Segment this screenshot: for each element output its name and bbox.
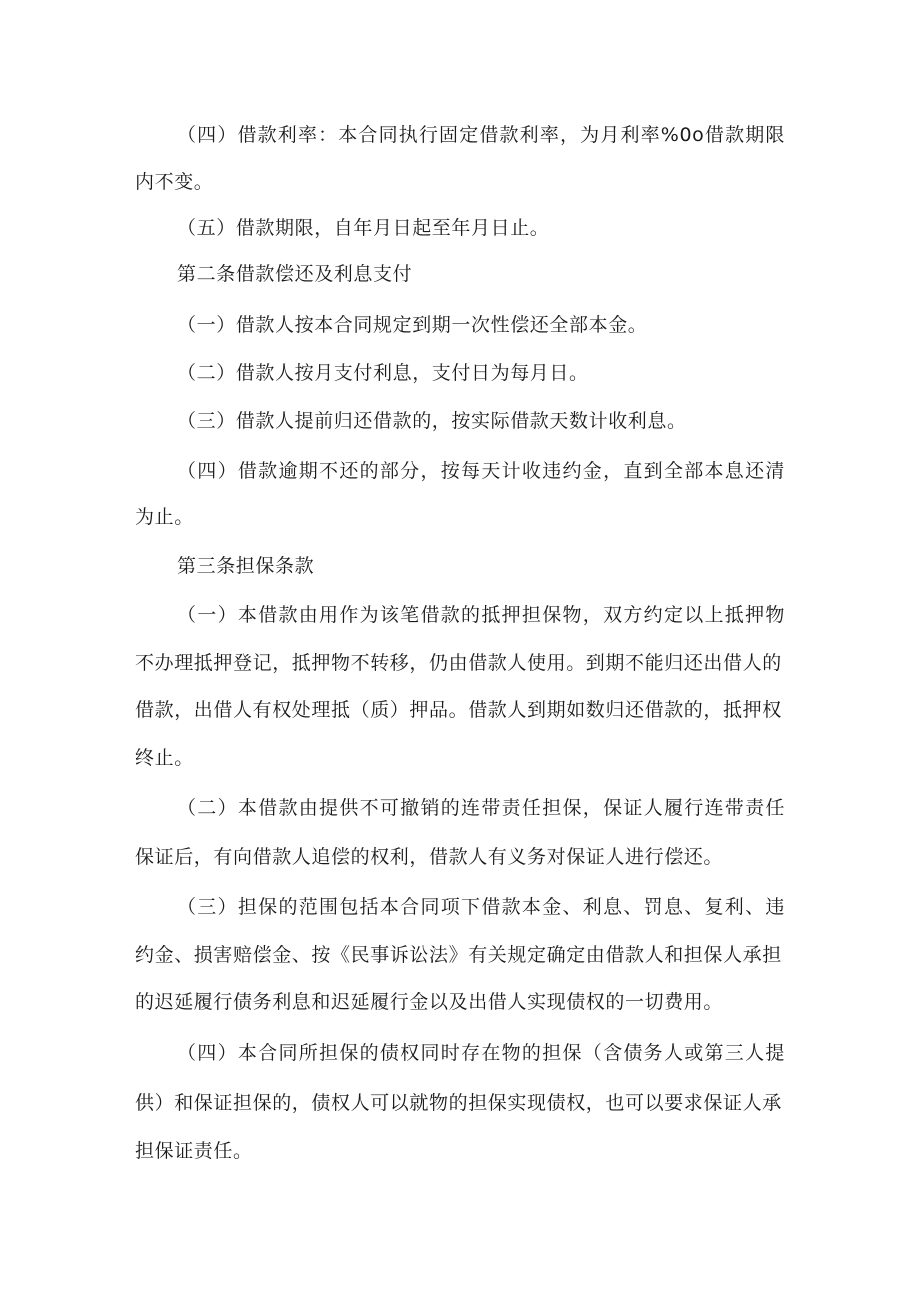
paragraph-line: 担保证责任。 [135, 1140, 253, 1162]
paragraph-line: （一）借款人按本合同规定到期一次性偿还全部本金。 [177, 314, 648, 336]
paragraph-line: （四）借款利率：本合同执行固定借款利率，为月利率%0o借款期限 [177, 124, 785, 146]
paragraph-line: （三）担保的范围包括本合同项下借款本金、利息、罚息、复利、违 [177, 896, 785, 918]
paragraph-line: 约金、损害赔偿金、按《民事诉讼法》有关规定确定由借款人和担保人承担 [135, 944, 782, 966]
paragraph-line: 借款，出借人有权处理抵（质）押品。借款人到期如数归还借款的，抵押权 [135, 699, 782, 721]
paragraph-line: （二）本借款由提供不可撤销的连带责任担保，保证人履行连带责任 [177, 797, 785, 819]
paragraph-line: 的迟延履行债务利息和迟延履行金以及出借人实现债权的一切费用。 [135, 991, 724, 1013]
section-heading: 第三条担保条款 [177, 555, 315, 577]
paragraph-line: （一）本借款由用作为该笔借款的抵押担保物，双方约定以上抵押物 [177, 604, 785, 626]
paragraph-line: 不办理抵押登记，抵押物不转移，仍由借款人使用。到期不能归还出借人的 [135, 652, 782, 674]
section-heading: 第二条借款偿还及利息支付 [177, 263, 413, 285]
paragraph-line: （四）本合同所担保的债权同时存在物的担保（含债务人或第三人提 [177, 1042, 785, 1064]
paragraph-line: 终止。 [135, 747, 194, 769]
paragraph-line: 内不变。 [135, 171, 214, 193]
paragraph-line: （三）借款人提前归还借款的，按实际借款天数计收利息。 [177, 410, 687, 432]
paragraph-line: 为止。 [135, 506, 194, 528]
paragraph-line: （五）借款期限，自年月日起至年月日止。 [177, 217, 550, 239]
paragraph-line: （二）借款人按月支付利息，支付日为每月日。 [177, 362, 589, 384]
paragraph-line: （四）借款逾期不还的部分，按每天计收违约金，直到全部本息还清 [177, 460, 785, 482]
paragraph-line: 保证后，有向借款人追偿的权利，借款人有义务对保证人进行偿还。 [135, 846, 724, 868]
paragraph-line: 供）和保证担保的，债权人可以就物的担保实现债权，也可以要求保证人承 [135, 1092, 782, 1114]
